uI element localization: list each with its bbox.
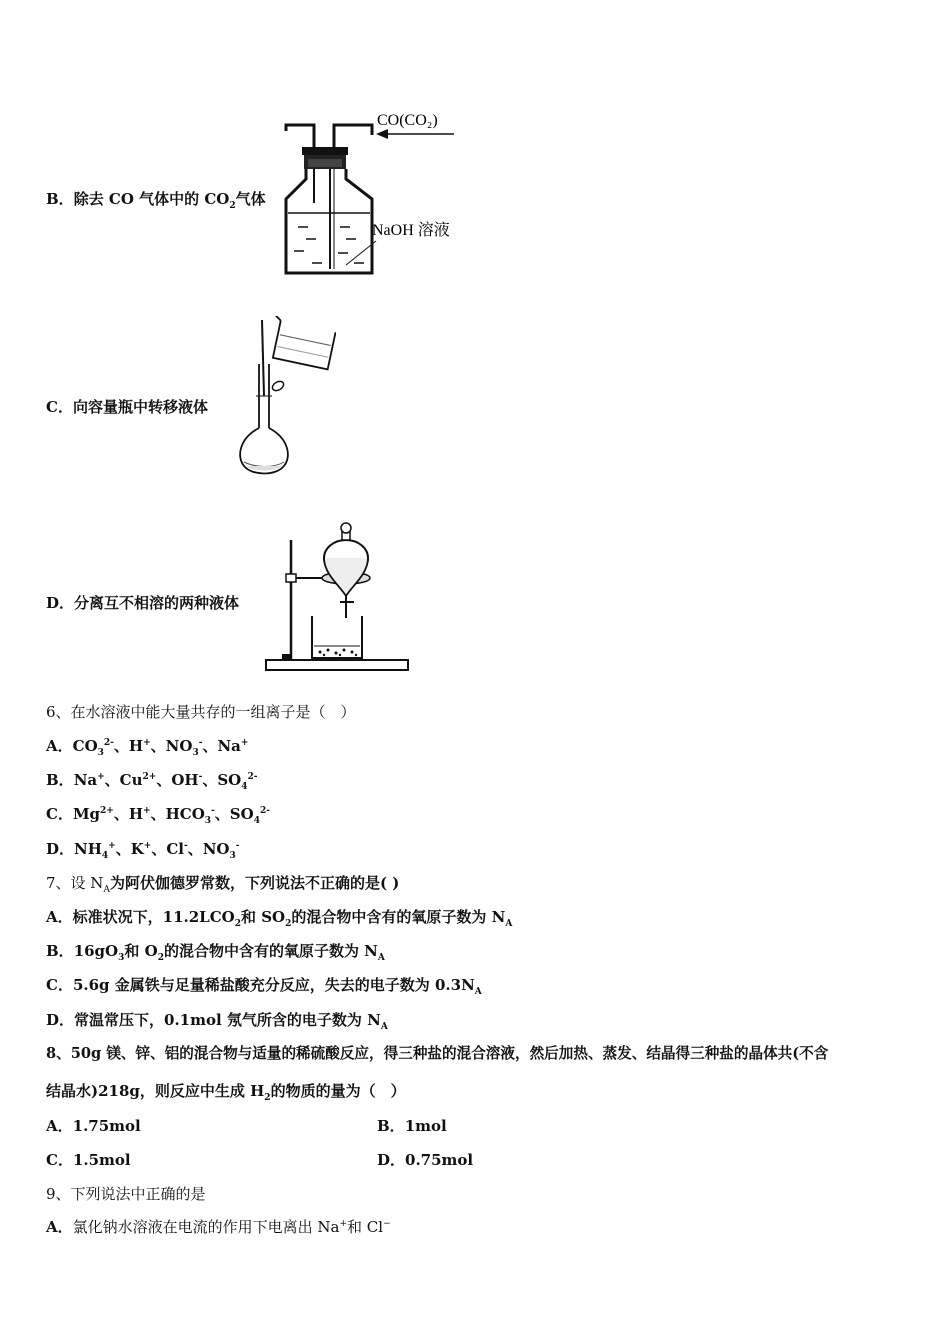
q6-option-b: B．Na+、$Cu^{2+}$、OH-、$SO_4^{2-}$ bbox=[46, 771, 258, 792]
liquid-label: NaOH 溶液 bbox=[372, 222, 450, 239]
q5-option-d: D．分离互不相溶的两种液体 bbox=[46, 594, 240, 612]
q5-option-c: C．向容量瓶中转移液体 bbox=[46, 398, 208, 416]
q7-option-a: A．标准状况下，$11.2LCO_2$和 $SO_2$的混合物中含有的氧原子数为 $N_A$ bbox=[46, 908, 513, 929]
q6-stem: 6、在水溶液中能大量共存的一组离子是（ ） bbox=[46, 703, 356, 721]
q9-option-a: A．氯化钠水溶液在电流的作用下电离出 Na+和 Cl− bbox=[46, 1218, 391, 1236]
separatory-funnel-figure bbox=[262, 518, 412, 676]
q7-option-d: D．常温常压下，0.1mol 氖气所含的电子数为 $N_A$ bbox=[46, 1011, 388, 1032]
q7-option-c: C．5.6g 金属铁与足量稀盐酸充分反应，失去的电子数为 $0.3N_A$ bbox=[46, 976, 482, 997]
q7-option-b: B．$16gO_3$和 $O_2$的混合物中含有的氧原子数为 $N_A$ bbox=[46, 942, 385, 963]
q8-option-c: C．1.5mol bbox=[46, 1151, 131, 1169]
q6-option-c: C．$Mg^{2+}$、H+、$HCO_3^-$、$SO_4^{2-}$ bbox=[46, 805, 270, 826]
q5-option-b: B．除去 CO 气体中的 $CO_2$气体 bbox=[46, 190, 266, 211]
q8-option-a: A．1.75mol bbox=[46, 1117, 141, 1135]
q6-option-a: A．$CO_3^{2-}$、H+、$NO_3^-$、Na+ bbox=[46, 737, 249, 758]
gas-washing-bottle-figure bbox=[276, 103, 472, 281]
q9-stem: 9、下列说法中正确的是 bbox=[46, 1185, 206, 1203]
gas-label: CO(CO₂) bbox=[377, 112, 438, 129]
q8-option-b: B．1mol bbox=[377, 1117, 447, 1135]
q7-stem: 7、设 $N_A$为阿伏伽德罗常数，下列说法不正确的是( ) bbox=[46, 874, 400, 895]
q8-option-d: D．0.75mol bbox=[377, 1151, 474, 1169]
volumetric-flask-figure bbox=[234, 316, 336, 480]
q6-option-d: D．$NH_4^+$、K+、Cl-、$NO_3^-$ bbox=[46, 840, 240, 861]
q8-stem-line1: 8、50g 镁、锌、铝的混合物与适量的稀硫酸反应，得三种盐的混合溶液，然后加热、蒸发、结晶得三种盐的晶体共(不含 bbox=[46, 1045, 829, 1062]
q8-stem-line2: 结晶水)218g，则反应中生成 $H_2$的物质的量为（ ） bbox=[46, 1082, 406, 1103]
